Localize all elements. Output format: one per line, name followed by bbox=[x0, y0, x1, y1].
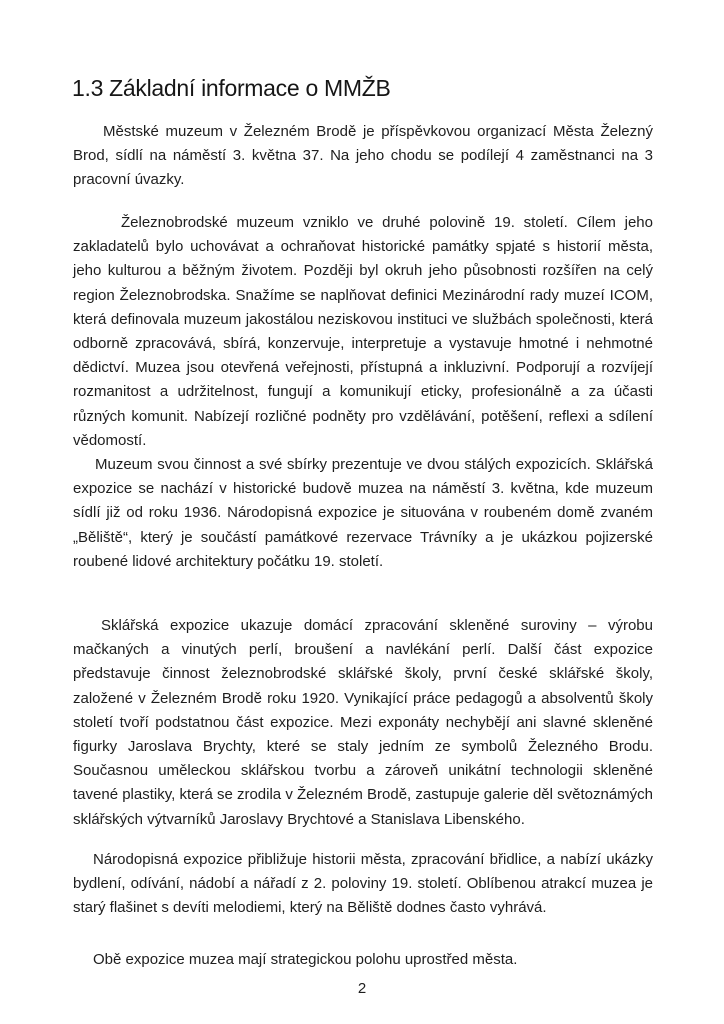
paragraph-location: Obě expozice muzea mají strategickou polohu uprostřed města. bbox=[93, 951, 518, 968]
paragraph-address: Městské muzeum v Železném Brodě je příspěvkovou organizací Města Železný Brod, sídlí na náměstí 3. května 37. Na jeho chodu se podílejí 4 zaměstnanci na 3 pracovní úvazky. bbox=[73, 123, 653, 189]
section-heading: 1.3 Základní informace o MMŽB bbox=[72, 75, 391, 101]
page-number: 2 bbox=[357, 980, 367, 997]
paragraph-glass-exposition: Sklářská expozice ukazuje domácí zpracování skleněné suroviny – výrobu mačkaných a vinutých perlí, broušení a navlékání perlí. Další část expozice představuje činnost železnobrodské sklářské školy, první české sklářské školy, založené v Železném Brodě roku 1920. Vynikající práce pedagogů a absolventů školy století tvoří podstatnou část expozice. Mezi exponáty nechybějí ani slavné skleněné figurky Jaroslava Brychty, které se staly jedním ze symbolů Železného Brodu. Současnou uměleckou sklářskou tvorbu a zároveň unikátní technologii skleněné tavené plastiky, která se zrodila v Železném Brodě, zastupuje galerie děl světoznámých sklářských výtvarníků Jaroslavy Brychtové a Stanislava Libenského. bbox=[73, 617, 654, 828]
paragraph-history: Železnobrodské muzeum vzniklo ve druhé polovině 19. století. Cílem jeho zakladatelů bylo uchovávat a ochraňovat historické památky spjaté s historií města, jeho kulturou a běžným životem. Později byl okruh jeho působnosti rozšířen na celý region Železnobrodska. Snažíme se naplňovat definici Mezinárodní rady muzeí ICOM, která definovala muzeum jakostálou neziskovou instituci ve službách společnosti, která odborně zpracovává, sbírá, konzervuje, interpretuje a vystavuje hmotné i nehmotné dědictví. Muzea jsou otevřená veřejnosti, přístupná a inkluzivní. Podporují a rozvíjejí rozmanitost a udržitelnost, fungují a komunikují eticky, profesionálně a za účasti různých komunit. Nabízejí rozličné podněty pro vzdělávání, potěšení, reflexi a sdílení vědomostí. bbox=[73, 214, 653, 449]
paragraph-expositions: Muzeum svou činnost a své sbírky prezentuje ve dvou stálých expozicích. Sklářská expozice se nachází v historické budově muzea na náměstí 3. května, kde muzeum sídlí již od roku 1936. Národopisná expozice je situována v roubeném domě zvaném „Běliště“, který je součástí památkové rezervace Trávníky a je ukázkou pojizerské roubené lidové architektury počátku 19. století. bbox=[73, 456, 653, 570]
paragraph-ethnographic-exposition: Národopisná expozice přibližuje historii města, zpracování břidlice, a nabízí ukázky bydlení, odívání, nádobí a nářadí z 2. poloviny 19. století. Oblíbenou atrakcí muzea je starý flašinet s devíti melodiemi, který na Běliště dodnes často vyhrává. bbox=[73, 851, 653, 917]
